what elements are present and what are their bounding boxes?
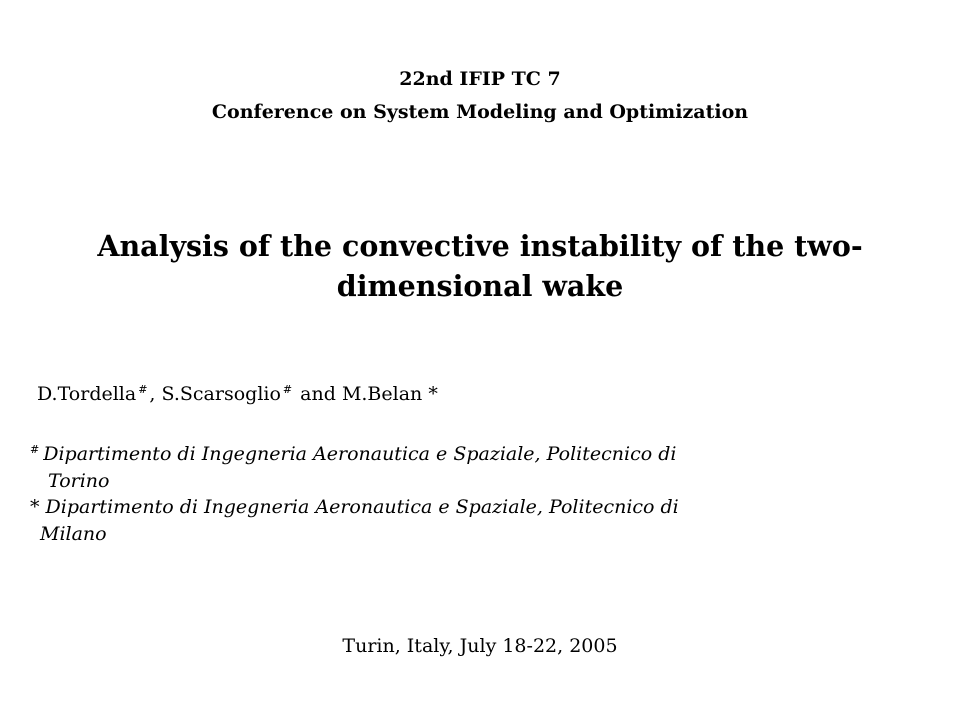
- affiliation-text: Milano: [40, 522, 107, 545]
- affiliation-mark: *: [30, 496, 40, 518]
- affiliation-text: Dipartimento di Ingegneria Aeronautica e Spaziale, Politecnico di: [45, 496, 679, 518]
- conference-subtitle: Conference on System Modeling and Optimization: [211, 101, 749, 123]
- affiliation-line: [30, 468, 679, 495]
- affiliation-text: Dipartimento di Ingegneria Aeronautica e Spaziale, Politecnico di: [43, 443, 677, 465]
- affiliation-line: [30, 494, 679, 521]
- author-name: S.Scarsoglio: [161, 383, 281, 405]
- author-list: [37, 375, 438, 409]
- affiliation-list: [30, 437, 679, 547]
- conference-name: 22nd IFIP TC 7: [399, 68, 561, 90]
- paper-title-line-1: Analysis of the convective instability of the two-: [97, 229, 863, 263]
- affiliation-mark: #: [138, 383, 148, 396]
- paper-title: [40, 226, 920, 306]
- conference-header: [0, 63, 960, 129]
- author-name: M.Belan: [341, 383, 423, 405]
- paper-title-line-2: dimensional wake: [336, 269, 624, 303]
- author-name: D.Tordella: [37, 383, 137, 405]
- affiliation-mark: *: [428, 383, 438, 405]
- affiliation-text: Torino: [48, 469, 110, 492]
- affiliation-line: [30, 521, 679, 548]
- affiliation-mark: #: [30, 443, 40, 456]
- affiliation-mark: #: [282, 383, 293, 396]
- author-separator: and: [294, 383, 342, 405]
- venue-and-date: Turin, Italy, July 18-22, 2005: [342, 635, 618, 657]
- author-separator: ,: [149, 383, 162, 405]
- affiliation-line: [30, 437, 679, 468]
